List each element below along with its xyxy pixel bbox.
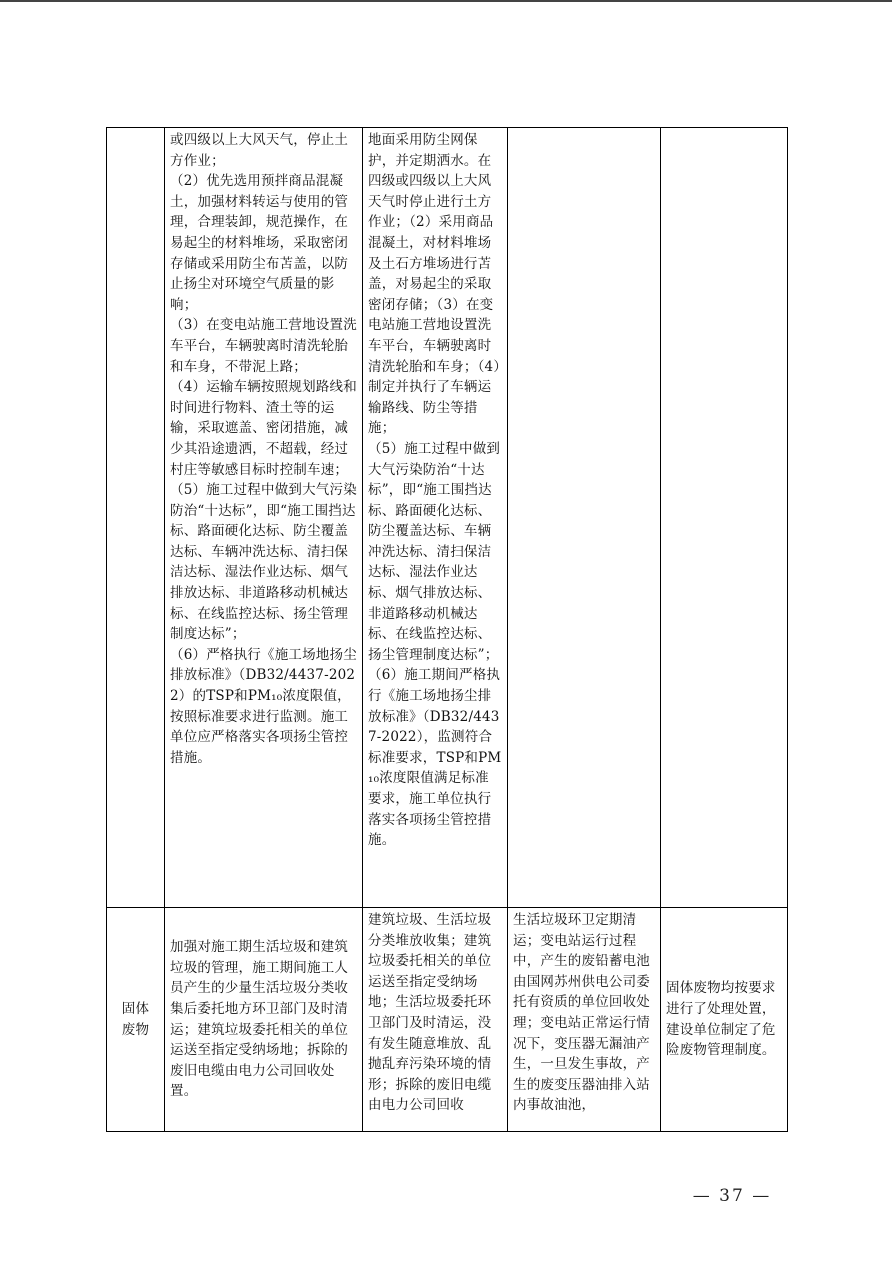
requirement-cell (165, 128, 363, 908)
table-row (107, 128, 788, 908)
implementation-text: 建筑垃圾、生活垃圾分类堆放收集；建筑垃圾委托相关的单位运送至指定受纳场地；生活垃圾委托环卫部门及时清运，没有发生随意堆放、乱抛乱弃污染环境的情形；拆除的废旧电缆由电力公司回收 (368, 912, 492, 1114)
conclusion-cell (661, 128, 788, 908)
table-row (107, 908, 788, 1132)
page-number: — 37 — (692, 1186, 772, 1206)
environmental-measures-table (106, 127, 788, 1132)
operation-cell (508, 908, 661, 1132)
conclusion-cell (661, 908, 788, 1132)
category-label: 固体 废物 (121, 1000, 150, 1038)
operation-text: 生活垃圾环卫定期清运；变电站运行过程中，产生的废铅蓄电池由国网苏州供电公司委托有资质的单位回收处理；变电站正常运行情况下，变压器无漏油产生，一旦发生事故，产生的废变压器油排入站内事故油池， (513, 912, 650, 1114)
requirement-text: 或四级以上大风天气，停止土方作业； （2）优先选用预拌商品混凝土，加强材料转运与使用的管理，合理装卸，规范操作，在易起尘的材料堆场，采取密闭存储或采用防尘布苫盖，以防止扬尘对环境空气质量的影响； （3）在变电站施工营地设置洗车平台，车辆驶离时清洗轮胎和车身，不带泥上路； （4）运输车辆按照规划路线和时间进行物料、渣土等的运输，采取遮盖、密闭措施，减少其沿途遗洒，不超载，经过村庄等敏感目标时控制车速； （5）施工过程中做到大气污染防治“十达标”，即“施工围挡达标、路面硬化达标、防尘覆盖达标、车辆冲洗达标、清扫保洁达标、湿法作业达标、烟气排放达标、非道路移动机械达标、在线监控达标、扬尘管理制度达标”； （6）严格执行《施工场地扬尘排放标准》（DB32/4437-2022）的TSP和PM₁₀浓度限值，按照标准要求进行监测。施工单位应严格落实各项扬尘管控措施。 (170, 132, 357, 766)
page-top-border (0, 0, 892, 2)
conclusion-text: 固体废物均按要求进行了处理处置，建设单位制定了危险废物管理制度。 (666, 980, 776, 1059)
implementation-cell (363, 908, 508, 1132)
operation-cell (508, 128, 661, 908)
row-category-cell (107, 908, 165, 1132)
requirement-text: 加强对施工期生活垃圾和建筑垃圾的管理，施工期间施工人员产生的少量生活垃圾分类收集后委托地方环卫部门及时清运；建筑垃圾委托相关的单位运送至指定受纳场地；拆除的废旧电缆由电力公司回收处置。 (170, 939, 349, 1100)
row-category-cell (107, 128, 165, 908)
implementation-cell (363, 128, 508, 908)
implementation-text: 地面采用防尘网保护，并定期洒水。在四级或四级以上大风天气时停止进行土方作业；（2）采用商品混凝土，对材料堆场及土石方堆场进行苫盖，对易起尘的采取密闭存储；（3）在变电站施工营地设置洗车平台，车辆驶离时清洗轮胎和车身；（4）制定并执行了车辆运输路线、防尘等措施； （5）施工过程中做到大气污染防治“十达标”，即“施工围挡达标、路面硬化达标、防尘覆盖达标、车辆冲洗达标、清扫保洁达标、湿法作业达标、烟气排放达标、非道路移动机械达标、在线监控达标、扬尘管理制度达标”； （6）施工期间严格执行《施工场地扬尘排放标准》（DB32/4437-2022），监测符合标准要求，TSP和PM₁₀浓度限值满足标准要求，施工单位执行落实各项扬尘管控措施。 (368, 132, 502, 849)
requirement-cell (165, 908, 363, 1132)
